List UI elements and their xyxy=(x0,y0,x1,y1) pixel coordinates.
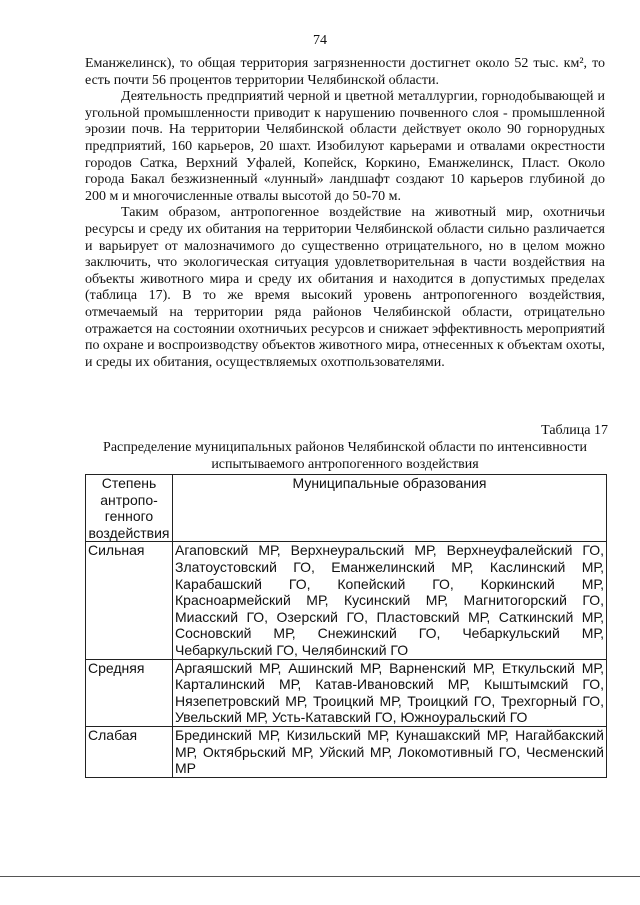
header-impact-level: Степень антропо-генного воздействия xyxy=(86,475,173,542)
body-text xyxy=(85,56,605,371)
table-label: Таблица 17 xyxy=(541,423,608,438)
paragraph-3: Таким образом, антропогенное воздействие на животный мир, охотничьи ресурсы и среду их обитания на территории Челябинской области сильно различается и варьирует от малозначимого до существенно отрицательного, но в целом можно заключить, что экологическая ситуация удовлетворительная в части воздействия на объекты животного мира и среду их обитания и находится в допустимых пределах (таблица 17). В то же время высокий уровень антропогенного воздействия, отмечаемый на территории ряда районов Челябинской области, отрицательно отражается на состоянии охотничьих ресурсов и снижает эффективность мероприятий по охране и воспроизводству объектов животного мира, отнесенных к объектам охоты, и среды их обитания, осуществляемых охотпользователями. xyxy=(85,205,605,370)
impact-level-cell: Сильная xyxy=(86,542,173,659)
table-header-row xyxy=(86,475,607,542)
table-row-medium xyxy=(86,659,607,726)
paragraph-2: Деятельность предприятий черной и цветной металлургии, горнодобывающей и угольной промышленности приводит к нарушению почвенного слоя - промышленной эрозии почв. На территории Челябинской области действует около 90 горнорудных предприятий, 160 карьеров, 20 шахт. Изобилуют карьерами и отвалами окрестности городов Сатка, Верхний Уфалей, Копейск, Коркино, Еманжелинск, Пласт. Около города Бакал безжизненный «лунный» ландшафт создают 10 карьеров глубиной до 200 м и многочисленные отвалы высотой до 50-70 м. xyxy=(85,89,605,204)
municipalities-cell: Аргаяшский МР, Ашинский МР, Варненский МР, Еткульский МР, Карталинский МР, Катав-Ивановский МР, Кыштымский ГО, Нязепетровский МР, Троицкий МР, Троицкий ГО, Трехгорный ГО, Увельский МР, Усть-Катавский ГО, Южноуральский ГО xyxy=(173,659,607,726)
municipalities-cell: Агаповский МР, Верхнеуральский МР, Верхнеуфалейский ГО, Златоустовский ГО, Еманжелинский МР, Каслинский МР, Карабашский ГО, Копейский ГО, Коркинский МР, Красноармейский МР, Кусинский МР, Магнитогорский ГО, Миасский ГО, Озерский ГО, Пластовский МР, Саткинский МР, Сосновский МР, Снежинский ГО, Чебаркульский МР, Чебаркульский ГО, Челябинский ГО xyxy=(173,542,607,659)
municipalities-cell: Брединский МР, Кизильский МР, Кунашакский МР, Нагайбакский МР, Октябрьский МР, Уйский МР, Локомотивный ГО, Чесменский МР xyxy=(173,726,607,777)
header-municipalities: Муниципальные образования xyxy=(173,475,607,542)
impact-table xyxy=(85,474,607,778)
table-row-strong xyxy=(86,542,607,659)
paragraph-1: Еманжелинск), то общая территория загрязненности достигнет около 52 тыс. км², то есть почти 56 процентов территории Челябинской области. xyxy=(85,56,605,88)
table-row-weak xyxy=(86,726,607,777)
page-bottom-rule xyxy=(0,876,640,877)
impact-level-cell: Средняя xyxy=(86,659,173,726)
page-number: 74 xyxy=(313,33,327,48)
table-caption: Распределение муниципальных районов Челябинской области по интенсивности испытываемого антропогенного воздействия xyxy=(103,440,587,472)
impact-level-cell: Слабая xyxy=(86,726,173,777)
